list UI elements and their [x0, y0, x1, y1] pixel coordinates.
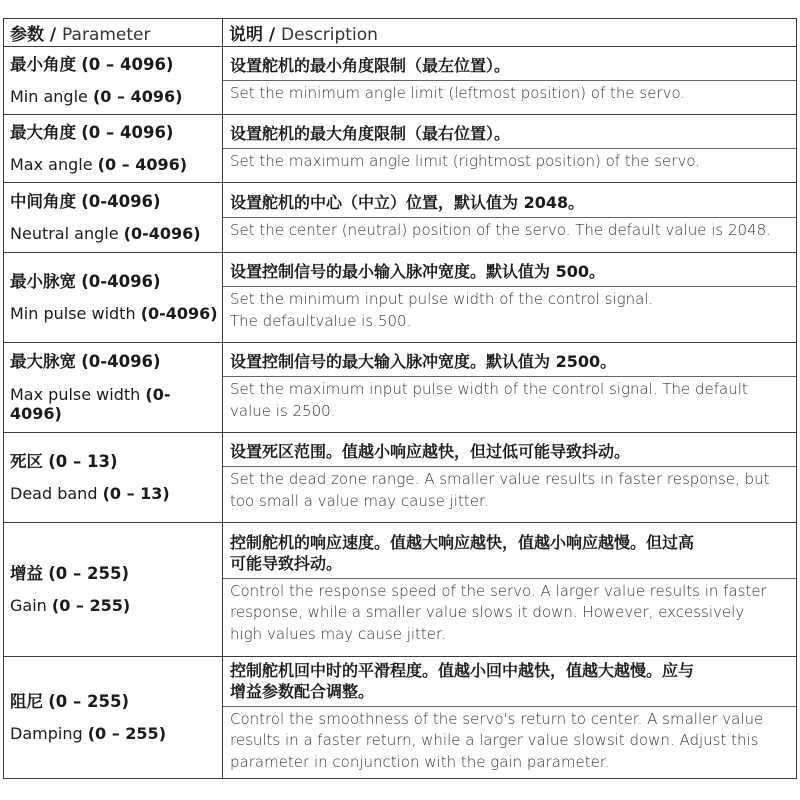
description-zh: 控制舵机的响应速度。值越大响应越快，值越小响应越慢。但过高 可能导致抖动。: [230, 533, 695, 573]
parameter-cell: [4, 115, 223, 183]
table-row: [4, 657, 797, 779]
description-en: Set the dead zone range. A smaller value results in faster response, but too small a value may cause jitter.: [223, 466, 796, 517]
description-zh: 设置控制信号的最大输入脉冲宽度。默认值为 2500。: [230, 352, 617, 372]
description-en: Control the smoothness of the servo's return to center. A smaller value results in a faster return, while a larger value slowsit down. Adjust this parameter in conjunction with the gain parameter.: [223, 706, 796, 778]
description-cell: [223, 183, 797, 253]
description-cell: [223, 115, 797, 183]
parameter-name-zh: 最大角度 (0 – 4096): [10, 122, 174, 142]
parameter-name-zh: 最小脉宽 (0-4096): [10, 271, 161, 291]
description-en: Set the maximum input pulse width of the control signal. The default value is 2500.: [223, 376, 796, 427]
parameter-name-zh: 死区 (0 – 13): [10, 451, 118, 471]
description-zh: 设置死区范围。值越小响应越快，但过低可能导致抖动。: [230, 442, 631, 462]
description-cell: [223, 657, 797, 779]
table-row: [4, 47, 797, 115]
description-zh: 设置舵机的最小角度限制（最左位置）。: [230, 56, 511, 76]
parameter-name-en: Damping (0 – 255): [10, 724, 166, 744]
parameter-name-en: Min pulse width (0-4096): [10, 304, 218, 324]
parameter-cell: [4, 523, 223, 657]
parameter-cell: [4, 183, 223, 253]
parameter-name-en: Gain (0 – 255): [10, 596, 131, 616]
parameter-table: [3, 18, 797, 779]
table-row: [4, 183, 797, 253]
table-row: [4, 523, 797, 657]
header-param-zh: 参数: [10, 25, 44, 45]
description-cell: [223, 433, 797, 523]
description-cell: [223, 253, 797, 343]
header-description: 说明 / Description: [223, 19, 797, 47]
parameter-name-zh: 最大脉宽 (0-4096): [10, 352, 161, 372]
description-cell: [223, 523, 797, 657]
parameter-cell: [4, 47, 223, 115]
parameter-cell: [4, 343, 223, 433]
parameter-name-en: Min angle (0 – 4096): [10, 87, 183, 107]
parameter-name-zh: 中间角度 (0-4096): [10, 191, 161, 211]
header-parameter: 参数 / Parameter: [4, 19, 223, 47]
table-row: [4, 253, 797, 343]
table-header-row: [4, 19, 797, 47]
header-desc-en: Description: [281, 25, 378, 45]
parameter-name-en: Neutral angle (0-4096): [10, 224, 201, 244]
description-en: Set the center (neutral) position of the servo. The default value is 2048.: [223, 217, 796, 246]
description-en: Set the minimum input pulse width of the control signal. The defaultvalue is 500.: [223, 286, 796, 337]
description-cell: [223, 47, 797, 115]
parameter-name-en: Max angle (0 – 4096): [10, 155, 188, 175]
parameter-cell: [4, 253, 223, 343]
parameter-name-en: Dead band (0 – 13): [10, 484, 170, 504]
description-en: Set the minimum angle limit (leftmost position) of the servo.: [223, 80, 796, 109]
description-zh: 设置控制信号的最小输入脉冲宽度。默认值为 500。: [230, 262, 605, 282]
parameter-name-zh: 最小角度 (0 – 4096): [10, 54, 174, 74]
parameter-cell: [4, 433, 223, 523]
description-en: Control the response speed of the servo. A larger value results in faster response, while a smaller value slows it down. However, excessively high values may cause jitter.: [223, 578, 796, 650]
parameter-name-en: Max pulse width (0-4096): [10, 384, 171, 423]
header-desc-zh: 说明: [229, 25, 263, 45]
header-param-en: Parameter: [62, 25, 151, 45]
parameter-cell: [4, 657, 223, 779]
description-zh: 设置舵机的中心（中立）位置，默认值为 2048。: [230, 193, 585, 213]
table-row: [4, 433, 797, 523]
description-zh: 控制舵机回中时的平滑程度。值越小回中越快，值越大越慢。应与 增益参数配合调整。: [230, 661, 695, 701]
description-cell: [223, 343, 797, 433]
table-row: [4, 343, 797, 433]
parameter-name-zh: 阻尼 (0 – 255): [10, 691, 129, 711]
table-row: [4, 115, 797, 183]
description-en: Set the maximum angle limit (rightmost position) of the servo.: [223, 148, 796, 177]
description-zh: 设置舵机的最大角度限制（最右位置）。: [230, 124, 511, 144]
parameter-name-zh: 增益 (0 – 255): [10, 563, 129, 583]
